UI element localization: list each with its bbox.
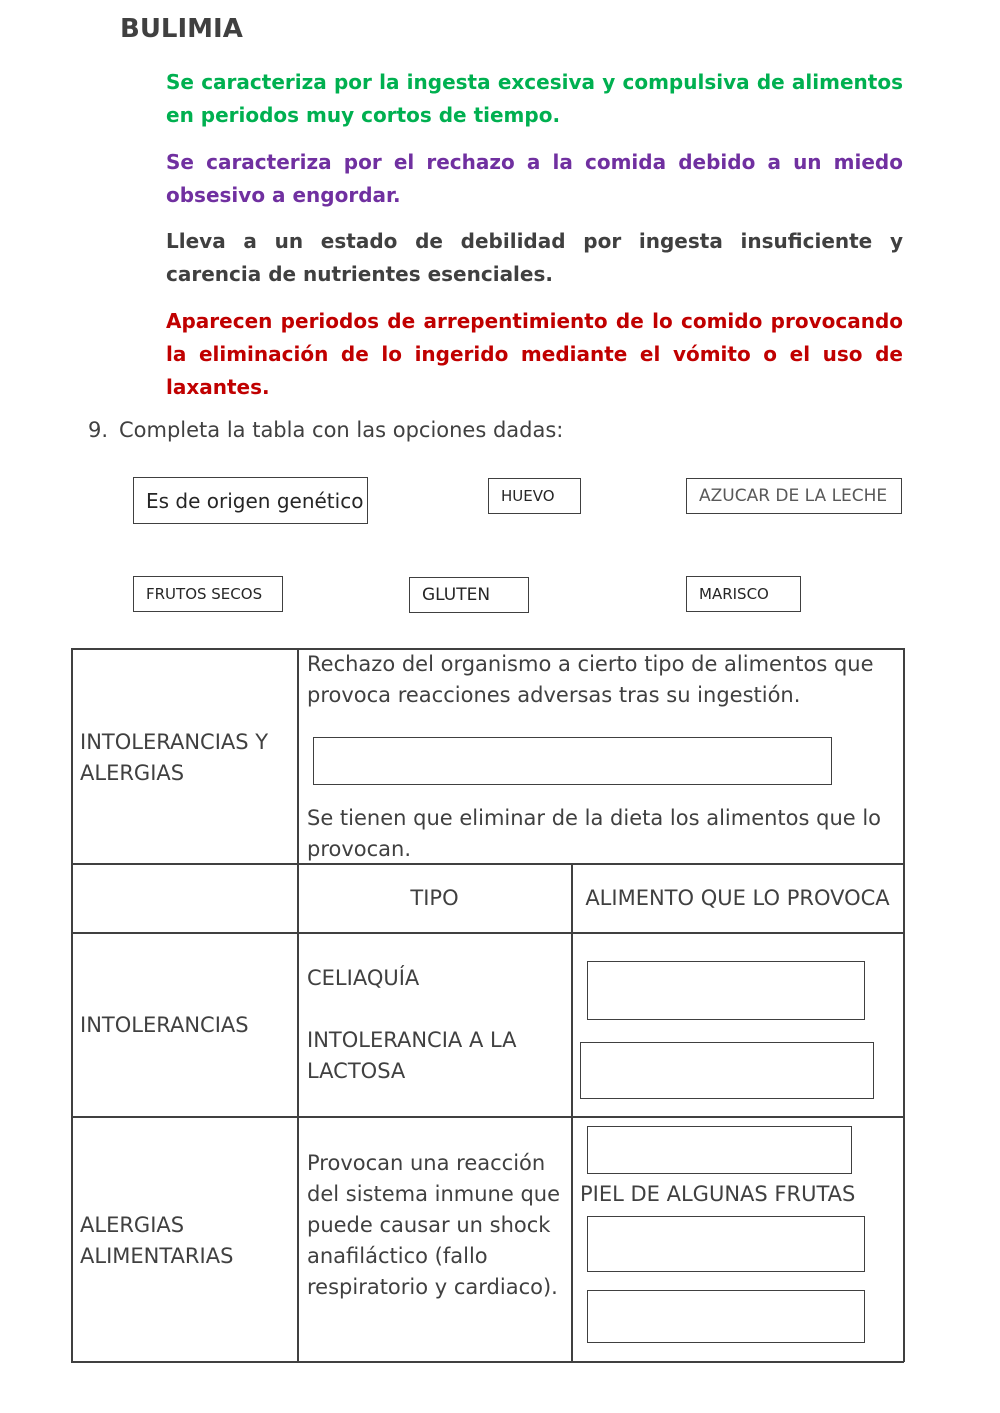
type-intolerancia-lactosa: INTOLERANCIA A LA LACTOSA: [307, 1028, 517, 1083]
row-label-intolerancias: INTOLERANCIAS: [80, 1013, 249, 1037]
statement-ingesta-excesiva: Se caracteriza por la ingesta excesiva y compulsiva de alimentos en periodos muy cortos de tiempo.: [166, 70, 903, 127]
question-9: [88, 418, 563, 442]
food-piel-frutas: PIEL DE ALGUNAS FRUTAS: [580, 1182, 856, 1206]
table-border-bottom: [71, 1361, 904, 1363]
row-label-alergias-alimentarias: ALERGIAS ALIMENTARIAS: [80, 1213, 234, 1268]
table-border-left: [71, 648, 73, 1362]
statement-arrepentimiento: Aparecen periodos de arrepentimiento de lo comido provocando la eliminación de lo ingerido mediante el vómito o el uso de laxantes.: [166, 309, 903, 399]
answer-box-celiaquia[interactable]: [587, 961, 865, 1020]
option-frutos-secos[interactable]: FRUTOS SECOS: [133, 576, 283, 612]
table-border-right: [903, 648, 905, 1362]
answer-box-allergy-2[interactable]: [587, 1216, 865, 1272]
option-gluten[interactable]: GLUTEN: [409, 577, 529, 613]
option-marisco[interactable]: MARISCO: [686, 576, 801, 612]
header-alimento: ALIMENTO QUE LO PROVOCA: [585, 886, 890, 910]
table-row-divider: [71, 1116, 904, 1118]
answer-box-lactosa[interactable]: [580, 1042, 874, 1099]
answer-box-definition[interactable]: [313, 737, 832, 785]
statement-rechazo-comida: Se caracteriza por el rechazo a la comida debido a un miedo obsesivo a engordar.: [166, 150, 903, 207]
answer-box-allergy-1[interactable]: [587, 1126, 852, 1174]
allergy-description: Provocan una reacción del sistema inmune que puede causar un shock anafiláctico (fallo respiratorio y cardiaco).: [307, 1151, 561, 1299]
table-column-divider: [297, 648, 299, 1362]
option-huevo[interactable]: HUEVO: [488, 478, 581, 514]
question-number: 9.: [88, 418, 109, 442]
row-label-intolerancias-alergias: INTOLERANCIAS Y ALERGIAS: [80, 730, 269, 785]
statement-debilidad: Lleva a un estado de debilidad por ingesta insuficiente y carencia de nutrientes esenciales.: [166, 229, 903, 286]
type-celiaquia: CELIAQUÍA: [307, 966, 420, 990]
row-note: Se tienen que eliminar de la dieta los alimentos que lo provocan.: [307, 806, 882, 861]
header-tipo: TIPO: [410, 886, 459, 910]
answer-box-allergy-3[interactable]: [587, 1290, 865, 1343]
option-origen-genetico[interactable]: Es de origen genético: [133, 477, 368, 524]
table-row-divider: [71, 932, 904, 934]
table-column-divider: [571, 863, 573, 1362]
row-description: Rechazo del organismo a cierto tipo de alimentos que provoca reacciones adversas tras su ingestión.: [307, 652, 874, 707]
section-heading: BULIMIA: [120, 14, 243, 44]
option-azucar-leche[interactable]: AZUCAR DE LA LECHE: [686, 478, 902, 514]
question-text: Completa la tabla con las opciones dadas:: [119, 418, 564, 442]
